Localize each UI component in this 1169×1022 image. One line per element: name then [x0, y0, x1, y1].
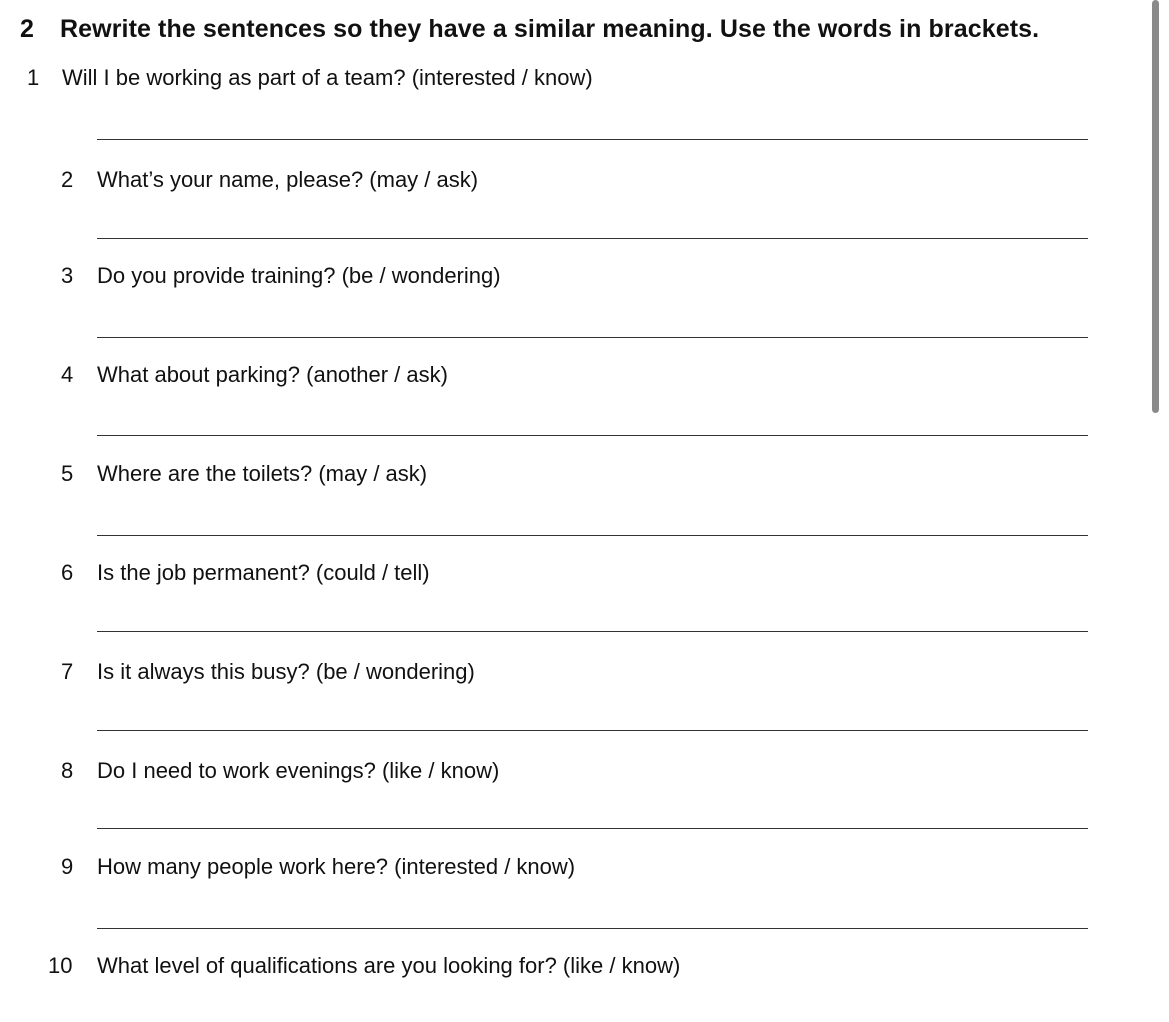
question-number: 7 — [61, 659, 74, 684]
question-text: Do I need to work evenings? (like / know) — [97, 758, 500, 783]
answer-line-1[interactable] — [97, 139, 1088, 140]
answer-line-8[interactable] — [97, 828, 1088, 829]
answer-line-6[interactable] — [97, 631, 1088, 632]
exercise-instruction: Rewrite the sentences so they have a similar meaning. Use the words in brackets. — [60, 15, 1040, 43]
question-number: 10 — [48, 953, 73, 978]
answer-line-9[interactable] — [97, 928, 1088, 929]
question-number: 3 — [61, 263, 74, 288]
question-text: Is it always this busy? (be / wondering) — [97, 659, 475, 684]
question-text: What’s your name, please? (may / ask) — [97, 167, 479, 192]
answer-line-4[interactable] — [97, 435, 1088, 436]
exercise-heading — [20, 15, 1039, 44]
answer-line-7[interactable] — [97, 730, 1088, 731]
vertical-scrollbar-thumb[interactable] — [1152, 0, 1159, 413]
answer-line-3[interactable] — [97, 337, 1088, 338]
question-text: Do you provide training? (be / wondering) — [97, 263, 501, 288]
question-number: 9 — [61, 854, 74, 879]
question-text: What about parking? (another / ask) — [97, 362, 448, 387]
answer-line-2[interactable] — [97, 238, 1088, 239]
question-text: Where are the toilets? (may / ask) — [97, 461, 428, 486]
question-number: 6 — [61, 560, 74, 585]
question-text: Will I be working as part of a team? (interested / know) — [62, 65, 593, 90]
question-text: What level of qualifications are you looking for? (like / know) — [97, 953, 681, 978]
question-number: 8 — [61, 758, 74, 783]
question-number: 5 — [61, 461, 74, 486]
question-number: 4 — [61, 362, 74, 387]
question-number: 2 — [61, 167, 74, 192]
exercise-number: 2 — [20, 15, 35, 43]
question-text: How many people work here? (interested / know) — [97, 854, 576, 879]
answer-line-5[interactable] — [97, 535, 1088, 536]
question-text: Is the job permanent? (could / tell) — [97, 560, 430, 585]
question-number: 1 — [27, 65, 40, 90]
